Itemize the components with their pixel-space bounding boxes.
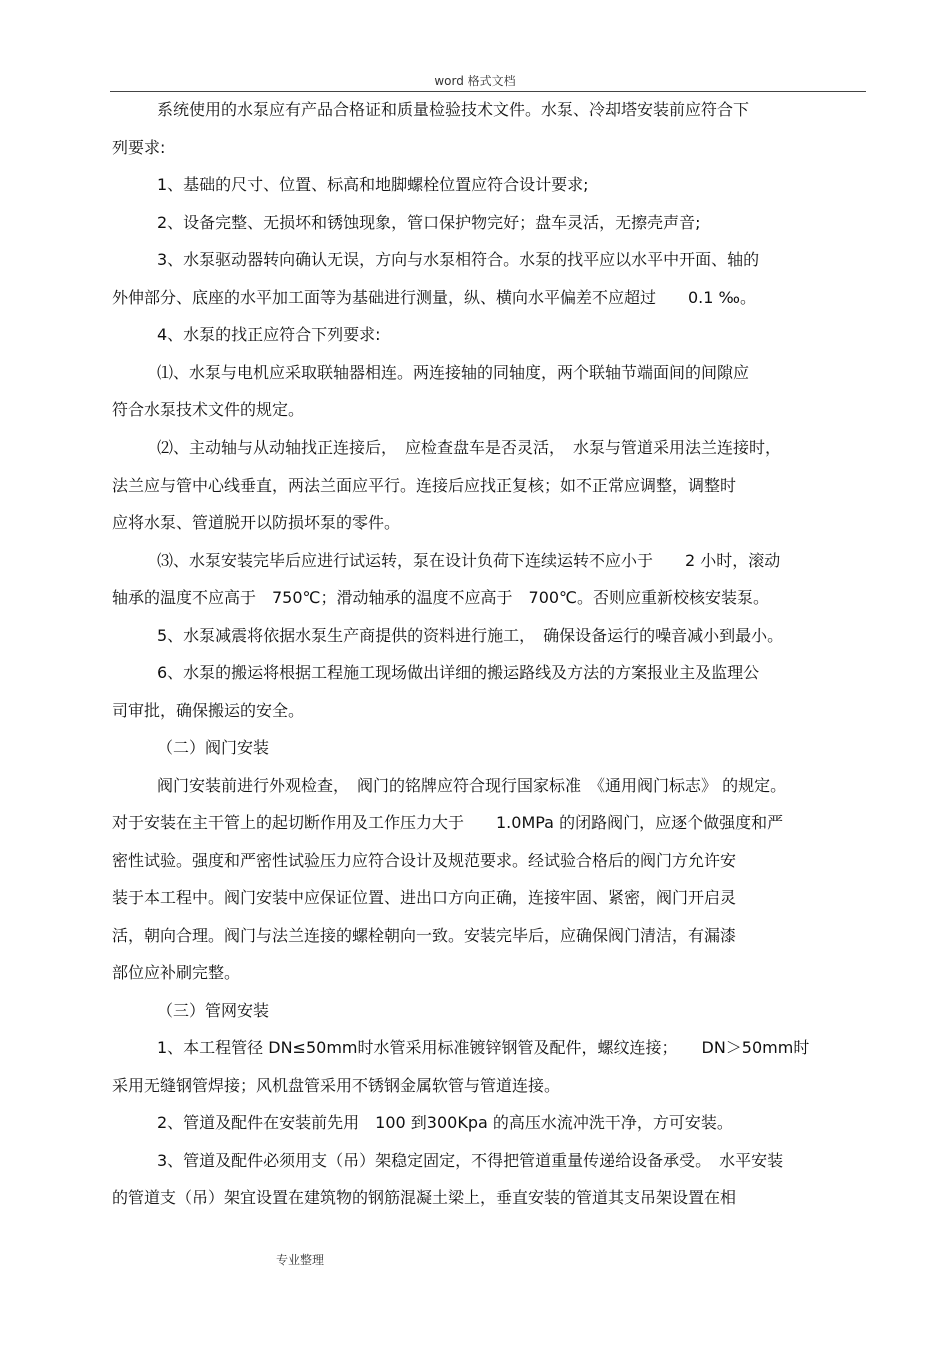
text-line: 装于本工程中。阀门安装中应保证位置、进出口方向正确，连接牢固、紧密，阀门开启灵 [112, 888, 737, 907]
text-line: 2、管道及配件在安装前先用 100 到300Kpa 的高压水流冲洗干净，方可安装。 [157, 1113, 733, 1132]
section-heading: （二）阀门安装 [157, 738, 270, 757]
text-line: 轴承的温度不应高于 750℃；滑动轴承的温度不应高于 700℃。否则应重新校核安装泵。 [112, 588, 770, 607]
text-line: ⑴、水泵与电机应采取联轴器相连。两连接轴的同轴度，两个联轴节端面间的间隙应 [157, 363, 750, 382]
text-line: 3、水泵驱动器转向确认无误，方向与水泵相符合。水泵的找平应以水平中开面、轴的 [157, 250, 760, 269]
text-line: ⑵、主动轴与从动轴找正连接后， 应检查盘车是否灵活， 水泵与管道采用法兰连接时， [157, 438, 782, 457]
text-line: 4、水泵的找正应符合下列要求: [157, 325, 381, 344]
text-line: 法兰应与管中心线垂直，两法兰面应平行。连接后应找正复核；如不正常应调整，调整时 [112, 476, 737, 495]
text-line: 应将水泵、管道脱开以防损坏泵的零件。 [112, 513, 401, 532]
text-line: 阀门安装前进行外观检查， 阀门的铭牌应符合现行国家标准 《通用阀门标志》 的规定。 [157, 776, 787, 795]
text-line: 2、设备完整、无损坏和锈蚀现象，管口保护物完好；盘车灵活，无擦壳声音; [157, 213, 701, 232]
text-line: 的管道支（吊）架宜设置在建筑物的钢筋混凝土梁上，垂直安装的管道其支吊架设置在相 [112, 1188, 737, 1207]
text-line: 1、基础的尺寸、位置、标高和地脚螺栓位置应符合设计要求; [157, 175, 589, 194]
header-divider [110, 91, 866, 92]
section-heading: （三）管网安装 [157, 1001, 270, 1020]
text-line: 6、水泵的搬运将根据工程施工现场做出详细的搬运路线及方法的方案报业主及监理公 [157, 663, 760, 682]
text-line: 3、管道及配件必须用支（吊）架稳定固定，不得把管道重量传递给设备承受。 水平安装 [157, 1151, 784, 1170]
text-line: 列要求: [112, 138, 166, 157]
text-line: 活，朝向合理。阀门与法兰连接的螺栓朝向一致。安装完毕后，应确保阀门清洁，有漏漆 [112, 926, 737, 945]
text-line: 部位应补刷完整。 [112, 963, 241, 982]
page-footer: 专业整理 [276, 1253, 325, 1267]
text-line: 5、水泵减震将依据水泵生产商提供的资料进行施工， 确保设备运行的噪音减小到最小。 [157, 626, 784, 645]
page-header: word 格式文档 [434, 74, 516, 88]
text-line: 司审批，确保搬运的安全。 [112, 701, 305, 720]
text-line: 密性试验。强度和严密性试验压力应符合设计及规范要求。经试验合格后的阀门方允许安 [112, 851, 737, 870]
text-line: ⑶、水泵安装完毕后应进行试运转，泵在设计负荷下连续运转不应小于 2 小时，滚动 [157, 551, 781, 570]
text-line: 对于安装在主干管上的起切断作用及工作压力大于 1.0MPa 的闭路阀门，应逐个做强度和严 [112, 813, 784, 832]
text-line: 1、本工程管径 DN≤50mm时水管采用标准镀锌钢管及配件，螺纹连接； DN＞50mm时 [157, 1038, 810, 1057]
text-line: 系统使用的水泵应有产品合格证和质量检验技术文件。水泵、冷却塔安装前应符合下 [157, 100, 750, 119]
text-line: 外伸部分、底座的水平加工面等为基础进行测量，纵、横向水平偏差不应超过 0.1 ‰。 [112, 288, 757, 307]
text-line: 采用无缝钢管焊接；风机盘管采用不锈钢金属软管与管道连接。 [112, 1076, 561, 1095]
text-line: 符合水泵技术文件的规定。 [112, 400, 305, 419]
